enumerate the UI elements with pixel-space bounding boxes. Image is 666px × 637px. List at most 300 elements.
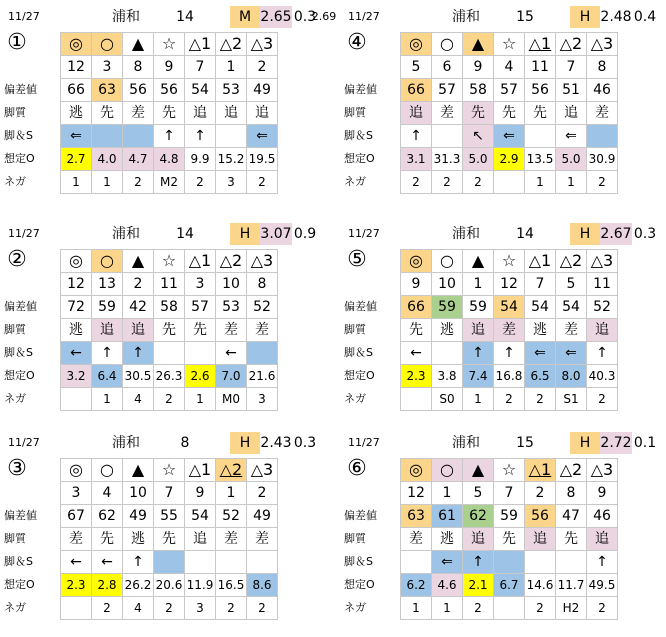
table-cell: 7.0 — [216, 365, 247, 388]
table-cell: 66 — [401, 296, 432, 319]
table-cell: 8.6 — [247, 574, 278, 597]
negative-row — [61, 388, 278, 411]
negative-row — [401, 597, 618, 620]
prediction-table — [400, 458, 618, 620]
table-cell: 2 — [525, 597, 556, 620]
table-cell: 54 — [494, 296, 525, 319]
table-cell: 10 — [216, 273, 247, 296]
table-cell: 2 — [401, 171, 432, 194]
mark-row — [61, 33, 278, 56]
table-cell: ↑ — [463, 551, 494, 574]
table-cell: 3 — [92, 56, 123, 79]
table-cell: ⇐ — [61, 125, 92, 148]
table-cell: △2 — [216, 250, 247, 273]
table-cell: 46 — [587, 79, 618, 102]
table-cell: 先 — [92, 528, 123, 551]
table-cell: 先 — [525, 102, 556, 125]
table-cell: 62 — [463, 505, 494, 528]
table-cell: 4 — [92, 482, 123, 505]
deviation-row — [401, 296, 618, 319]
table-cell: 13.5 — [525, 148, 556, 171]
table-cell: △1 — [185, 33, 216, 56]
table-cell: 8 — [123, 56, 154, 79]
table-cell: ↑ — [587, 342, 618, 365]
table-cell: 4.0 — [92, 148, 123, 171]
table-cell: ↑ — [123, 551, 154, 574]
extra-value — [650, 432, 666, 454]
table-cell: 11 — [154, 273, 185, 296]
table-cell: 2 — [123, 273, 154, 296]
value-index: 0.4 — [633, 9, 657, 25]
table-cell: ↑ — [92, 342, 123, 365]
table-cell — [216, 551, 247, 574]
table-cell: 差 — [247, 319, 278, 342]
race-date: 11/27 — [348, 10, 380, 23]
table-cell: 26.3 — [154, 365, 185, 388]
table-cell: ⇐ — [525, 342, 556, 365]
table-cell: 5.0 — [556, 148, 587, 171]
table-cell — [401, 388, 432, 411]
table-cell: 59 — [432, 296, 463, 319]
table-cell: 1 — [216, 56, 247, 79]
table-cell: 3 — [185, 597, 216, 620]
table-cell: 40.3 — [587, 365, 618, 388]
table-cell: 2 — [154, 388, 185, 411]
table-cell: 7 — [525, 273, 556, 296]
table-cell: 2 — [494, 388, 525, 411]
row-label: 偏差値 — [4, 509, 37, 522]
table-cell — [216, 125, 247, 148]
table-cell: 2 — [587, 388, 618, 411]
table-cell: 2.3 — [61, 574, 92, 597]
running-style-row — [61, 528, 278, 551]
table-cell: 52 — [216, 505, 247, 528]
venue-name: 浦和 — [452, 226, 480, 242]
row-label: 脚＆S — [344, 555, 373, 568]
table-cell: 11.9 — [185, 574, 216, 597]
table-cell: 1 — [61, 171, 92, 194]
row-label: 想定O — [4, 578, 35, 591]
table-cell: 9 — [587, 482, 618, 505]
deviation-row — [61, 505, 278, 528]
table-cell: ◎ — [401, 33, 432, 56]
table-cell: ◎ — [61, 33, 92, 56]
table-cell: ☆ — [494, 250, 525, 273]
table-cell: 1 — [92, 171, 123, 194]
row-label: ネガ — [4, 175, 26, 188]
table-cell: △1 — [525, 250, 556, 273]
table-cell: 57 — [432, 79, 463, 102]
table-cell: 追 — [216, 102, 247, 125]
table-cell: ↑ — [463, 342, 494, 365]
race-number: ⑤ — [347, 247, 367, 272]
horse-number-row — [401, 273, 618, 296]
row-label: 脚＆S — [344, 346, 373, 359]
estimated-odds-row — [401, 148, 618, 171]
table-cell: 4 — [123, 388, 154, 411]
table-cell: 57 — [494, 79, 525, 102]
table-cell: 差 — [216, 528, 247, 551]
deviation-row — [61, 79, 278, 102]
table-cell: 2 — [247, 171, 278, 194]
table-cell: 11 — [587, 273, 618, 296]
running-style-row — [401, 102, 618, 125]
venue-name: 浦和 — [112, 226, 140, 242]
table-cell: 先 — [154, 102, 185, 125]
race-number: ⑥ — [347, 456, 367, 481]
table-cell: 8 — [247, 273, 278, 296]
mark-row — [401, 250, 618, 273]
table-cell: 2 — [525, 482, 556, 505]
table-cell: ▲ — [123, 459, 154, 482]
table-cell: 72 — [61, 296, 92, 319]
table-cell: 31.3 — [432, 148, 463, 171]
table-cell — [185, 551, 216, 574]
table-cell: △3 — [247, 459, 278, 482]
table-cell: 11 — [525, 56, 556, 79]
table-cell: 1 — [463, 273, 494, 296]
horse-number-row — [61, 273, 278, 296]
table-cell: 4.8 — [154, 148, 185, 171]
table-cell: 追 — [525, 528, 556, 551]
table-cell: 63 — [401, 505, 432, 528]
table-cell: 52 — [587, 296, 618, 319]
table-cell: △3 — [587, 459, 618, 482]
table-cell: △1 — [185, 250, 216, 273]
table-cell — [494, 597, 525, 620]
field-size: 14 — [176, 9, 194, 25]
table-cell: 54 — [185, 505, 216, 528]
mark-row — [401, 33, 618, 56]
extra-value — [310, 223, 338, 245]
table-cell: 6 — [432, 56, 463, 79]
estimated-odds-row — [61, 148, 278, 171]
table-cell: 3 — [185, 273, 216, 296]
row-label: 偏差値 — [344, 300, 377, 313]
table-cell: 12 — [401, 482, 432, 505]
table-cell: △2 — [216, 459, 247, 482]
table-cell: ☆ — [154, 459, 185, 482]
table-cell: ▲ — [463, 459, 494, 482]
horse-number-row — [401, 482, 618, 505]
table-cell: 7 — [494, 482, 525, 505]
table-cell: 2 — [432, 171, 463, 194]
table-cell: 5 — [401, 56, 432, 79]
table-cell: 56 — [525, 79, 556, 102]
table-cell: 61 — [432, 505, 463, 528]
table-cell — [247, 551, 278, 574]
table-cell: ← — [92, 551, 123, 574]
table-cell: 追 — [92, 319, 123, 342]
race-block — [344, 6, 664, 206]
table-cell: ◎ — [401, 459, 432, 482]
table-cell: 58 — [154, 296, 185, 319]
table-cell: 先 — [185, 319, 216, 342]
table-cell: ← — [401, 342, 432, 365]
table-cell: 4 — [123, 597, 154, 620]
table-cell: 52 — [247, 296, 278, 319]
table-cell: 53 — [216, 296, 247, 319]
table-cell: 2 — [463, 597, 494, 620]
table-cell: 15.2 — [216, 148, 247, 171]
table-cell: ↑ — [401, 125, 432, 148]
row-label: ネガ — [4, 392, 26, 405]
row-label: 偏差値 — [4, 300, 37, 313]
table-cell — [525, 125, 556, 148]
mark-row — [401, 459, 618, 482]
table-cell: 9.9 — [185, 148, 216, 171]
table-cell: 19.5 — [247, 148, 278, 171]
row-label: 想定O — [344, 369, 375, 382]
table-cell: 2.6 — [185, 365, 216, 388]
race-date: 11/27 — [8, 227, 40, 240]
row-label: 想定O — [4, 152, 35, 165]
table-cell: 16.5 — [216, 574, 247, 597]
table-cell: 逃 — [432, 528, 463, 551]
deviation-row — [401, 79, 618, 102]
table-cell: 16.8 — [494, 365, 525, 388]
table-cell: 2 — [587, 597, 618, 620]
venue-name: 浦和 — [112, 435, 140, 451]
table-cell — [123, 125, 154, 148]
negative-row — [61, 171, 278, 194]
table-cell: ⇐ — [247, 125, 278, 148]
table-cell: ← — [216, 342, 247, 365]
table-cell: S0 — [432, 388, 463, 411]
negative-row — [401, 171, 618, 194]
extra-value — [310, 432, 338, 454]
value-index: 0.3 — [633, 226, 657, 242]
table-cell: 4.6 — [432, 574, 463, 597]
table-cell: 追 — [463, 528, 494, 551]
table-cell: 5.0 — [463, 148, 494, 171]
table-cell: 59 — [494, 505, 525, 528]
row-label: 偏差値 — [344, 509, 377, 522]
table-cell: 先 — [463, 102, 494, 125]
horse-number-row — [61, 482, 278, 505]
table-cell — [61, 388, 92, 411]
value-index: 0.9 — [293, 226, 317, 242]
table-cell: 追 — [587, 528, 618, 551]
table-cell: △1 — [525, 459, 556, 482]
row-label: 脚質 — [344, 532, 366, 545]
race-block — [344, 223, 664, 423]
table-cell: 3.8 — [432, 365, 463, 388]
table-cell: △3 — [587, 33, 618, 56]
prediction-table — [60, 458, 278, 620]
table-cell: 8.0 — [556, 365, 587, 388]
table-cell: 1 — [556, 171, 587, 194]
table-cell: 6.2 — [401, 574, 432, 597]
race-grade: M — [230, 6, 260, 28]
table-cell: ⇐ — [556, 125, 587, 148]
row-label: 偏差値 — [4, 83, 37, 96]
leg-speed-row — [61, 342, 278, 365]
table-cell: 追 — [123, 319, 154, 342]
deviation-row — [401, 505, 618, 528]
table-cell: ↑ — [587, 551, 618, 574]
table-cell — [185, 342, 216, 365]
row-label: 脚＆S — [4, 129, 33, 142]
value-index: 0.1 — [633, 435, 657, 451]
table-cell: 62 — [92, 505, 123, 528]
table-cell: 2 — [463, 171, 494, 194]
race-grade: H — [570, 6, 600, 28]
table-cell: ▲ — [463, 250, 494, 273]
table-cell: 26.2 — [123, 574, 154, 597]
table-cell: 54 — [556, 296, 587, 319]
race-grade: H — [570, 223, 600, 245]
table-cell: 2 — [185, 171, 216, 194]
table-cell: ↖ — [463, 125, 494, 148]
table-cell: △2 — [556, 33, 587, 56]
table-cell: 55 — [154, 505, 185, 528]
table-cell: 3 — [216, 171, 247, 194]
extra-value: 2.69 — [311, 10, 337, 23]
table-cell — [556, 551, 587, 574]
table-cell: 差 — [401, 528, 432, 551]
table-cell: 1 — [401, 597, 432, 620]
table-cell: ○ — [432, 459, 463, 482]
table-cell: 47 — [556, 505, 587, 528]
race-block — [4, 6, 337, 206]
table-cell: 2.1 — [463, 574, 494, 597]
table-cell: △2 — [556, 250, 587, 273]
table-cell: 3 — [247, 388, 278, 411]
table-cell — [494, 551, 525, 574]
table-cell: ☆ — [494, 33, 525, 56]
table-cell — [154, 342, 185, 365]
table-cell: 66 — [61, 79, 92, 102]
table-cell: 7.4 — [463, 365, 494, 388]
table-cell: 追 — [556, 102, 587, 125]
race-date: 11/27 — [348, 436, 380, 449]
table-cell: 2 — [247, 482, 278, 505]
table-cell: 追 — [247, 102, 278, 125]
table-cell: 5 — [556, 273, 587, 296]
table-cell: 67 — [61, 505, 92, 528]
prediction-table — [60, 32, 278, 194]
table-cell: 63 — [92, 79, 123, 102]
row-label: 想定O — [344, 152, 375, 165]
table-cell: 差 — [432, 102, 463, 125]
table-cell: 46 — [587, 505, 618, 528]
table-cell: ○ — [432, 250, 463, 273]
favorite-odds: 2.48 — [600, 9, 632, 25]
table-cell: ↑ — [185, 125, 216, 148]
prediction-table — [60, 249, 278, 411]
row-label: 脚＆S — [4, 555, 33, 568]
table-cell: 逃 — [123, 528, 154, 551]
table-cell: 先 — [154, 319, 185, 342]
table-cell: 13 — [92, 273, 123, 296]
table-cell: 8 — [587, 56, 618, 79]
table-cell: △1 — [525, 33, 556, 56]
table-cell: 追 — [587, 319, 618, 342]
table-cell: 2.9 — [494, 148, 525, 171]
table-cell: ⇐ — [556, 342, 587, 365]
race-block — [4, 223, 324, 423]
venue-name: 浦和 — [112, 9, 140, 25]
table-cell: ○ — [92, 33, 123, 56]
running-style-row — [61, 102, 278, 125]
field-size: 15 — [516, 9, 534, 25]
table-cell — [525, 551, 556, 574]
row-label: 脚＆S — [4, 346, 33, 359]
table-cell: 4.7 — [123, 148, 154, 171]
table-cell: △1 — [185, 459, 216, 482]
table-cell: 21.6 — [247, 365, 278, 388]
table-cell: 逃 — [525, 319, 556, 342]
table-cell: 9 — [185, 482, 216, 505]
table-cell: 2 — [92, 597, 123, 620]
mark-row — [61, 459, 278, 482]
mark-row — [61, 250, 278, 273]
favorite-odds: 2.72 — [600, 432, 632, 454]
table-cell: 逃 — [61, 102, 92, 125]
row-label: 脚質 — [4, 323, 26, 336]
table-cell: 56 — [123, 79, 154, 102]
table-cell: 1 — [216, 482, 247, 505]
negative-row — [401, 388, 618, 411]
table-cell: ◎ — [401, 250, 432, 273]
field-size: 14 — [176, 226, 194, 242]
field-size: 8 — [180, 435, 190, 451]
table-cell: 53 — [216, 79, 247, 102]
race-block — [4, 432, 324, 632]
estimated-odds-row — [61, 365, 278, 388]
table-cell: ⇐ — [432, 551, 463, 574]
table-cell: △3 — [247, 250, 278, 273]
table-cell: 11.7 — [556, 574, 587, 597]
table-cell: 追 — [185, 528, 216, 551]
race-number: ④ — [347, 30, 367, 55]
table-cell: H2 — [556, 597, 587, 620]
table-cell: 59 — [92, 296, 123, 319]
table-cell: 逃 — [61, 319, 92, 342]
table-cell: 2 — [247, 56, 278, 79]
table-cell: 先 — [556, 528, 587, 551]
table-cell: 8 — [556, 482, 587, 505]
table-cell: 66 — [401, 79, 432, 102]
running-style-row — [61, 319, 278, 342]
table-cell: 6.7 — [494, 574, 525, 597]
table-cell: 49 — [247, 505, 278, 528]
row-label: ネガ — [344, 601, 366, 614]
favorite-odds: 2.65 — [260, 6, 292, 28]
table-cell: 2 — [216, 597, 247, 620]
favorite-odds: 3.07 — [260, 223, 292, 245]
table-cell: 49 — [247, 79, 278, 102]
race-grade: H — [230, 432, 260, 454]
race-date: 11/27 — [8, 10, 40, 23]
table-cell: 追 — [185, 102, 216, 125]
prediction-table — [400, 249, 618, 411]
table-cell — [92, 125, 123, 148]
extra-value — [650, 223, 666, 245]
horse-number-row — [61, 56, 278, 79]
table-cell: ☆ — [154, 33, 185, 56]
table-cell: 9 — [401, 273, 432, 296]
leg-speed-row — [61, 551, 278, 574]
table-cell: 14.6 — [525, 574, 556, 597]
negative-row — [61, 597, 278, 620]
table-cell: ▲ — [123, 33, 154, 56]
field-size: 14 — [516, 226, 534, 242]
row-label: 脚質 — [4, 106, 26, 119]
field-size: 15 — [516, 435, 534, 451]
table-cell: 54 — [185, 79, 216, 102]
